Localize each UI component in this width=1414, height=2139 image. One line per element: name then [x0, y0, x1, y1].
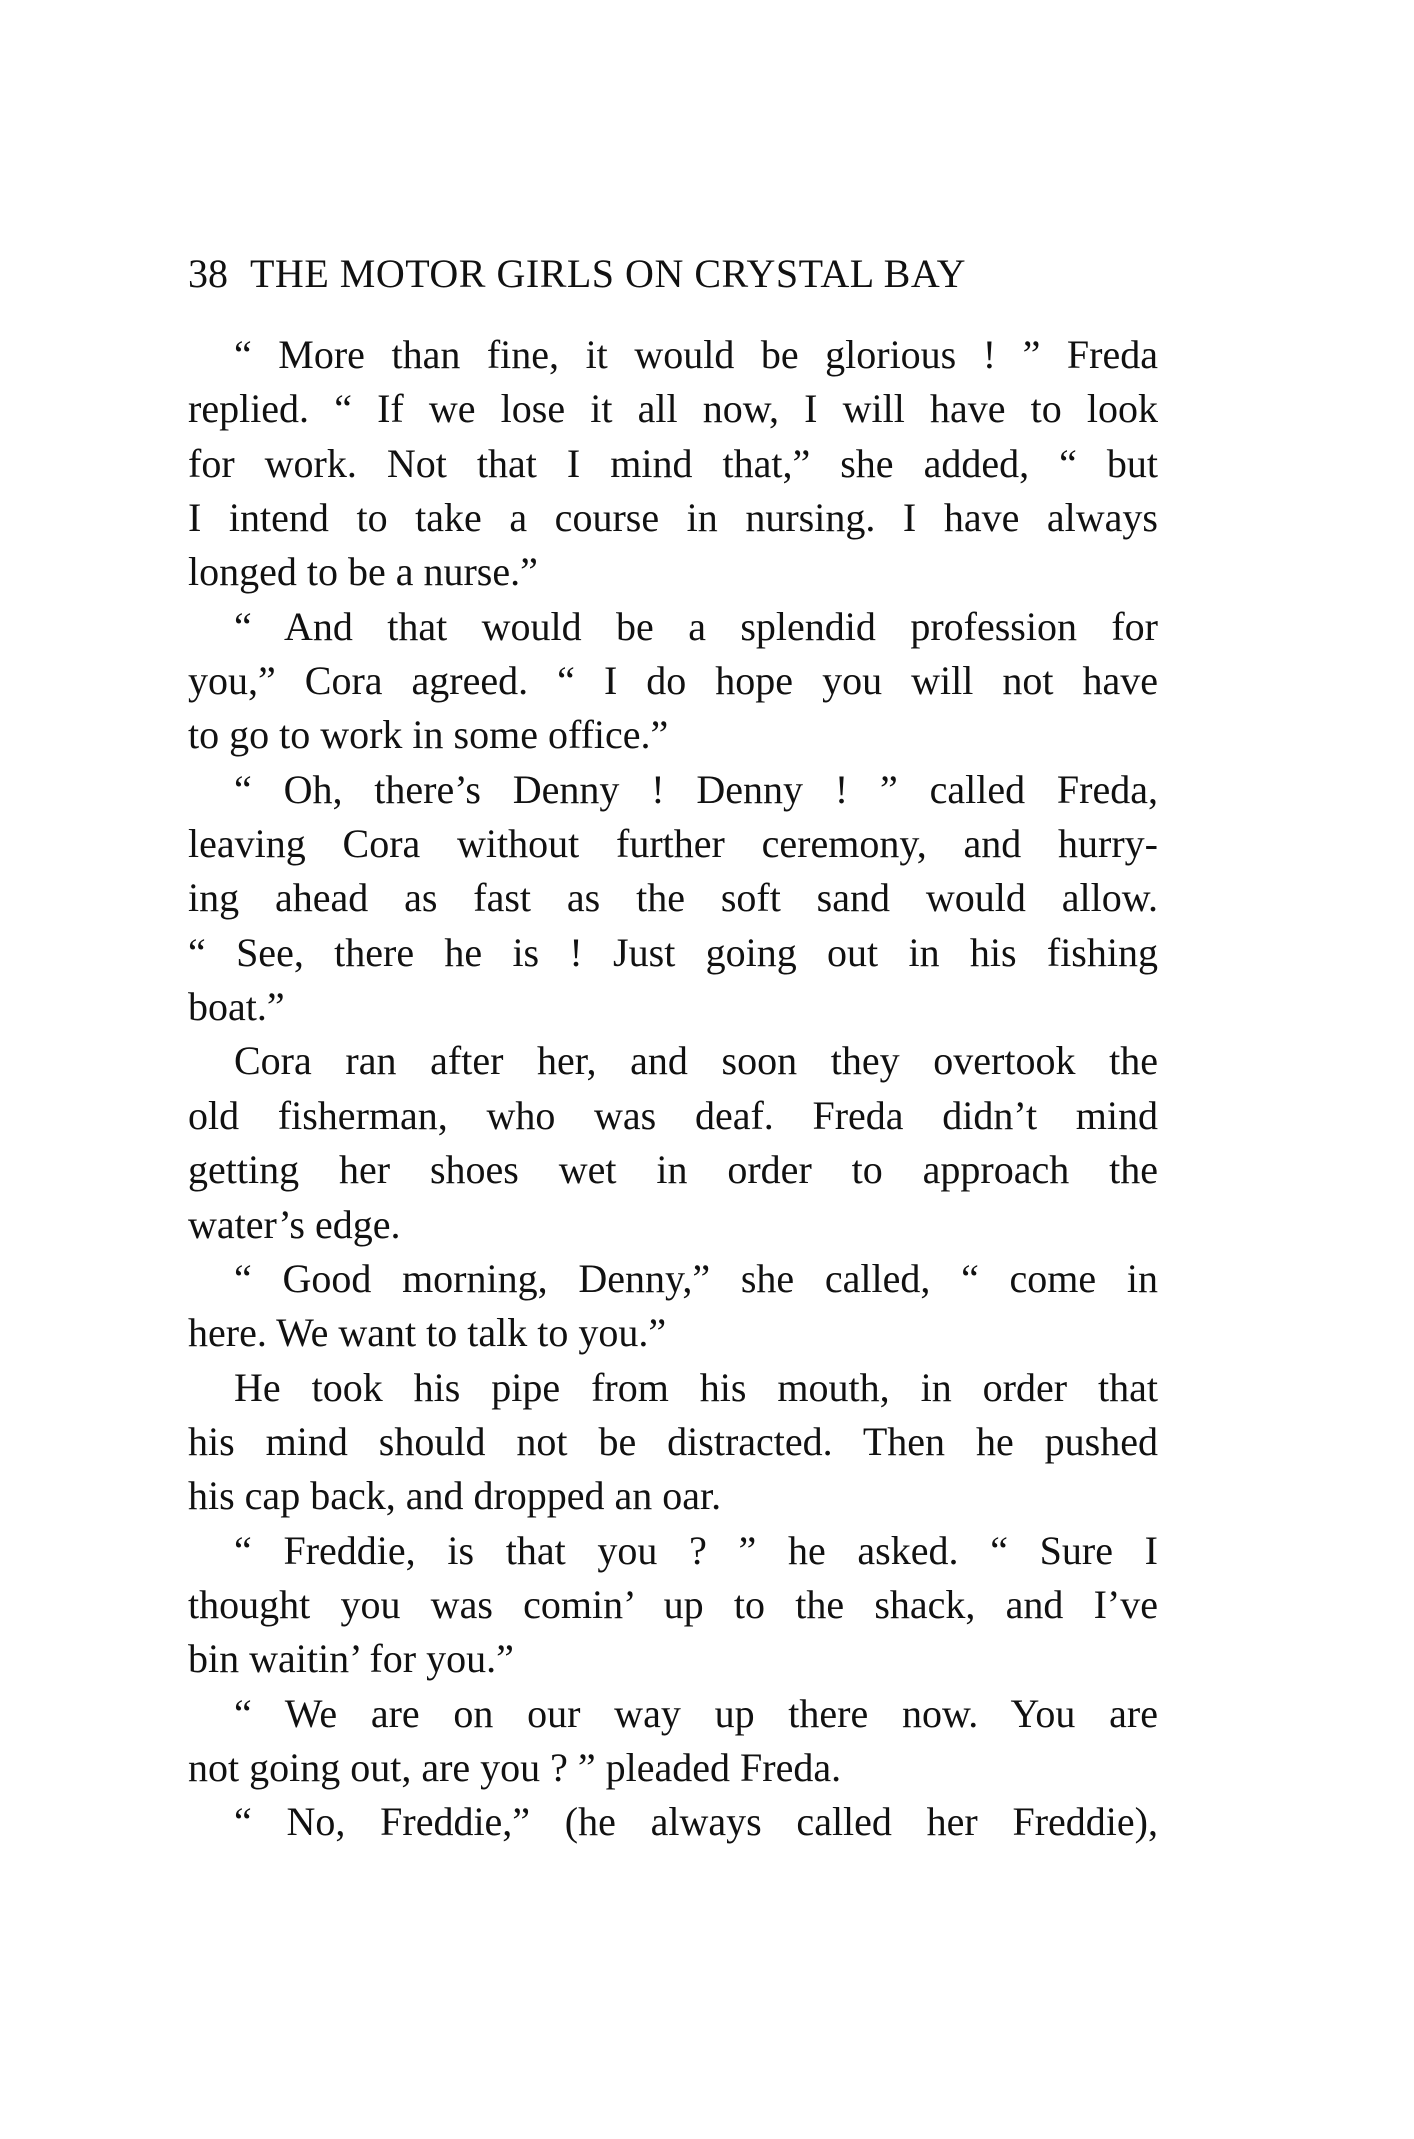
text-line: leaving Cora without further ceremony, and hurry-	[188, 821, 1158, 867]
text-line: He took his pipe from his mouth, in order that	[234, 1364, 1158, 1410]
text-line: Cora ran after her, and soon they overtook the	[234, 1038, 1158, 1084]
text-line: “ Good morning, Denny,” she called, “ come in	[234, 1255, 1158, 1301]
text-line: water’s edge.	[188, 1201, 401, 1247]
text-line: “ No, Freddie,” (he always called her Freddie),	[234, 1799, 1158, 1845]
body-text	[188, 328, 1158, 1850]
text-line: bin waitin’ for you.”	[188, 1636, 514, 1682]
text-line: ing ahead as fast as the soft sand would allow.	[188, 875, 1158, 921]
page-number: 38	[188, 251, 228, 296]
text-line: “ We are on our way up there now. You are	[234, 1690, 1158, 1736]
text-line: “ Freddie, is that you ? ” he asked. “ Sure I	[234, 1527, 1158, 1573]
text-line: old fisherman, who was deaf. Freda didn’t mind	[188, 1092, 1158, 1138]
text-line: for work. Not that I mind that,” she added, “ but	[188, 440, 1158, 486]
text-line: “ More than fine, it would be glorious ! ” Freda	[234, 332, 1158, 377]
text-line: boat.”	[188, 984, 285, 1030]
text-line: you,” Cora agreed. “ I do hope you will not have	[188, 658, 1158, 704]
running-title: THE MOTOR GIRLS ON CRYSTAL BAY	[250, 251, 966, 296]
text-line: longed to be a nurse.”	[188, 549, 538, 595]
text-line: “ Oh, there’s Denny ! Denny ! ” called Freda,	[234, 766, 1158, 812]
text-line: not going out, are you ? ” pleaded Freda.	[188, 1744, 842, 1790]
text-line: here. We want to talk to you.”	[188, 1310, 667, 1356]
text-line: “ See, there he is ! Just going out in his fishing	[188, 929, 1158, 975]
text-line: I intend to take a course in nursing. I have always	[188, 495, 1158, 541]
text-line: his mind should not be distracted. Then he pushed	[188, 1418, 1158, 1464]
text-line: getting her shoes wet in order to approach the	[188, 1147, 1158, 1193]
text-line: replied. “ If we lose it all now, I will have to look	[188, 386, 1158, 432]
text-line: “ And that would be a splendid profession for	[234, 603, 1158, 649]
text-line: his cap back, and dropped an oar.	[188, 1473, 722, 1519]
text-line: to go to work in some office.”	[188, 712, 669, 758]
page-header	[188, 246, 1168, 302]
text-line: thought you was comin’ up to the shack, and I’ve	[188, 1581, 1158, 1627]
